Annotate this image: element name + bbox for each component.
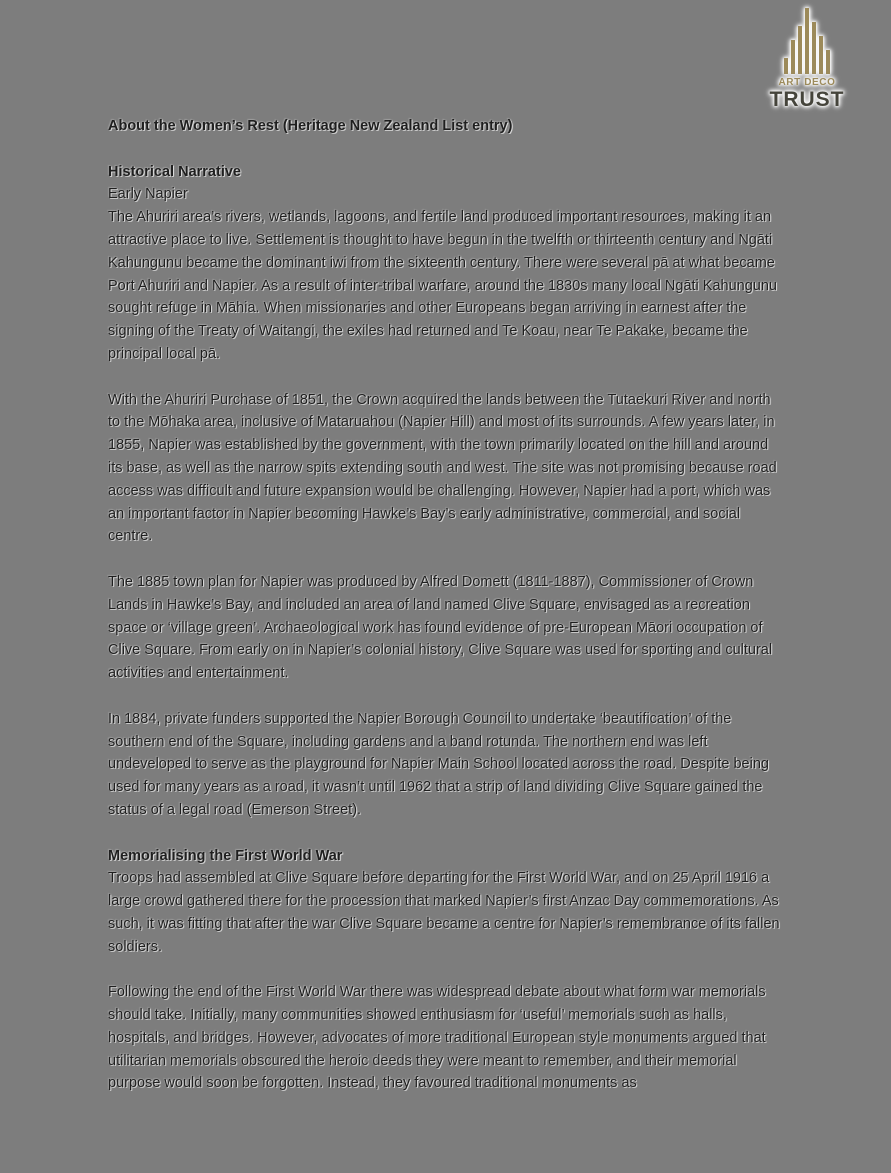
paragraph-ahuriri-purchase: With the Ahuriri Purchase of 1851, the Crown acquired the lands between the Tutaekuri River and north to the Mōhaka area, inclusive of Mataruahou (Napier Hill) and most of its surrounds. A few years later, in 1855, Napier was established by the government, with the town primarily located on the hill and around its base, as well as the narrow spits extending south and west. The site was not promising because road access was difficult and future expansion would be challenging. However, Napier had a port, which was an important factor in Napier becoming Hawke’s Bay’s early administrative, commercial, and social centre.	[108, 391, 777, 545]
logo-art-deco-text: ART DECO	[778, 77, 836, 88]
paragraph-war-memorial-debate: Following the end of the First World War there was widespread debate about what form war memorials should take. Initially, many communities showed enthusiasm for ‘useful’ memorials such as halls, hospitals, and bridges. However, advocates of more traditional European style monuments argued that utilitarian memorials obscured the heroic deeds they were meant to remember, and their memorial purpose would soon be forgotten. Instead, they favoured traditional monuments as	[108, 984, 766, 1092]
paragraph-town-plan-clive-square: The 1885 town plan for Napier was produced by Alfred Domett (1811-1887), Commissioner of Crown Lands in Hawke’s Bay, and included an area of land named Clive Square, envisaged as a recreation space or ‘village green’. Archaeological work has found evidence of pre-European Māori occupation of Clive Square. From early on in Napier’s colonial history, Clive Square was used for sporting and cultural activities and entertainment.	[108, 573, 773, 682]
paragraph-anzac-day: Troops had assembled at Clive Square before departing for the First World War, and on 25 April 1916 a large crowd gathered there for the procession that marked Napier’s first Anzac Day commemorations. As such, it was fitting that after the war Clive Square became a centre for Napier’s remembrance of its fallen soldiers.	[108, 870, 780, 955]
paragraph-ahuriri-settlement: The Ahuriri area’s rivers, wetlands, lagoons, and fertile land produced important resources, making it an attractive place to live. Settlement is thought to have begun in the twelfth or thirteenth century and Ngāti Kahungunu became the dominant iwi from the sixteenth century. There were several pā at what became Port Ahuriri and Napier. As a result of inter-tribal warfare, around the 1830s many local Ngāti Kahungunu sought refuge in Māhia. When missionaries and other Europeans began arriving in earnest after the signing of the Treaty of Waitangi, the exiles had returned and Te Koau, near Te Pakake, became the principal local pā.	[108, 209, 777, 362]
subheading-early-napier: Early Napier	[108, 186, 188, 203]
heading-historical-narrative: Historical Narrative	[108, 163, 241, 180]
paragraph-beautification-1884: In 1884, private funders supported the Napier Borough Council to undertake ‘beautification’ of the southern end of the Square, including gardens and a band rotunda. The northern end was left undeveloped to serve as the playground for Napier Main School located across the road. Despite being used for many years as a road, it wasn’t until 1962 that a strip of land dividing Clive Square gained the status of a legal road (Emerson Street).	[108, 710, 769, 818]
document-content	[108, 115, 786, 1095]
heading-memorialising-first-world-war: Memorialising the First World War	[108, 847, 343, 864]
art-deco-building-icon	[784, 8, 830, 74]
document-title: About the Women’s Rest (Heritage New Zealand List entry)	[108, 118, 513, 134]
art-deco-trust-logo	[768, 8, 846, 111]
logo-trust-text: TRUST	[769, 88, 845, 111]
